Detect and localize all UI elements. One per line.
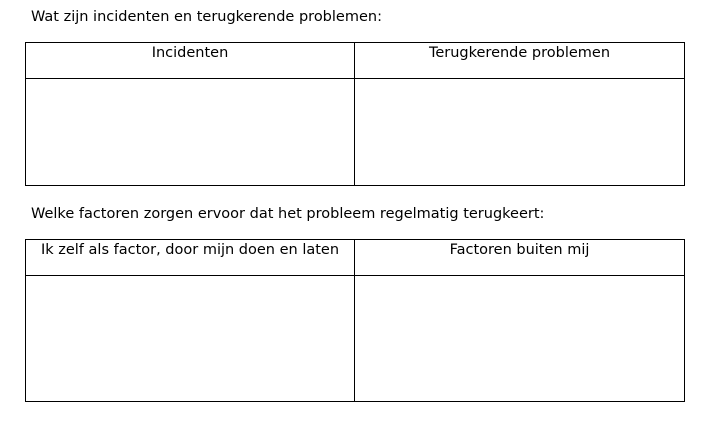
- answer-row: [26, 79, 685, 186]
- answer-cell-terugkerende-problemen[interactable]: [355, 79, 685, 186]
- header-incidenten: Incidenten: [26, 43, 355, 79]
- answer-cell-zelf-als-factor[interactable]: [26, 276, 355, 402]
- factors-table: [25, 239, 685, 402]
- table-header-row: [26, 43, 685, 79]
- header-factoren-buiten-mij: Factoren buiten mij: [355, 240, 685, 276]
- incidents-table: [25, 42, 685, 186]
- header-terugkerende-problemen: Terugkerende problemen: [355, 43, 685, 79]
- answer-row: [26, 276, 685, 402]
- header-zelf-als-factor: Ik zelf als factor, door mijn doen en laten: [26, 240, 355, 276]
- question-incidents: Wat zijn incidenten en terugkerende problemen:: [31, 9, 382, 25]
- answer-cell-factoren-buiten-mij[interactable]: [355, 276, 685, 402]
- question-factors: Welke factoren zorgen ervoor dat het probleem regelmatig terugkeert:: [31, 206, 545, 222]
- table-header-row: [26, 240, 685, 276]
- answer-cell-incidenten[interactable]: [26, 79, 355, 186]
